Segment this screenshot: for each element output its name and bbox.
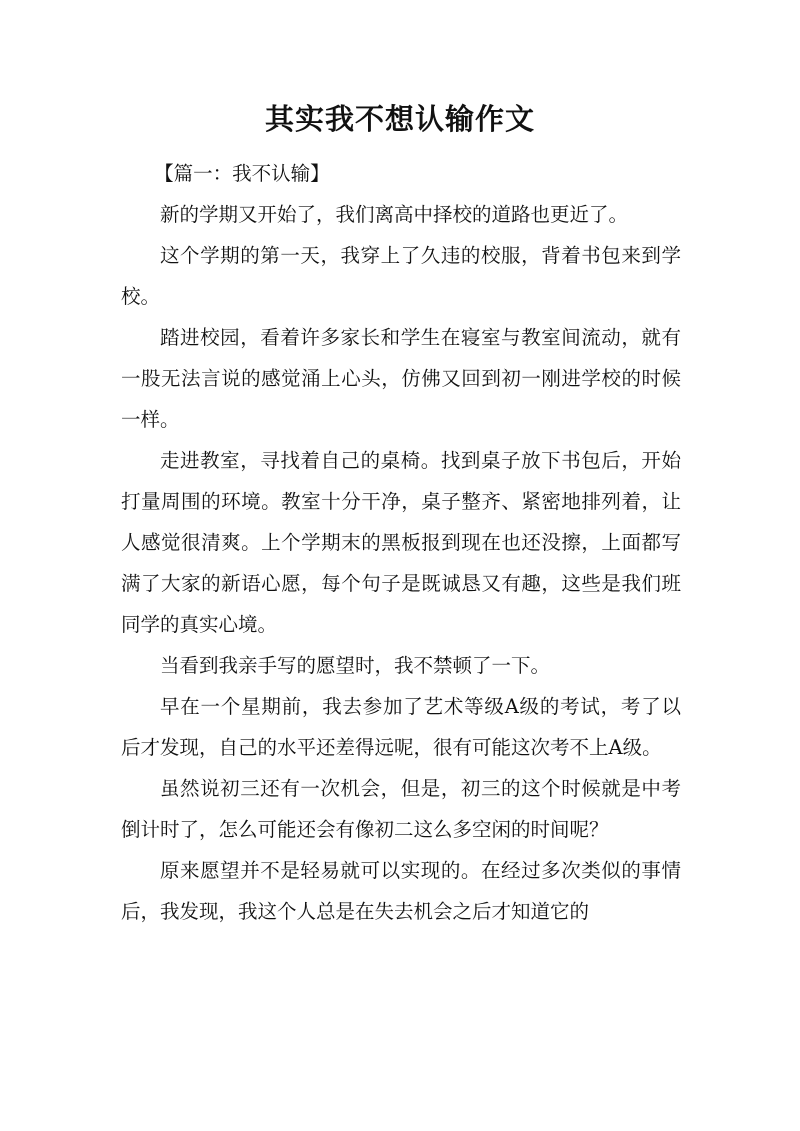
- paragraph: 早在一个星期前，我去参加了艺术等级A级的考试，考了以后才发现，自己的水平还差得远呢，很有可能这次考不上A级。: [121, 695, 681, 759]
- document-title: 其实我不想认输作文: [264, 102, 535, 136]
- section-heading: 【篇一：我不认输】: [154, 162, 330, 185]
- paragraph: 虽然说初三还有一次机会，但是，初三的这个时候就是中考倒计时了，怎么可能还会有像初二这么多空闲的时间呢？: [121, 777, 681, 841]
- paragraph: 原来愿望并不是轻易就可以实现的。在经过多次类似的事情后，我发现，我这个人总是在失去机会之后才知道它的: [121, 859, 681, 923]
- paragraph: 新的学期又开始了，我们离高中择校的道路也更近了。: [160, 203, 629, 226]
- paragraph: 这个学期的第一天，我穿上了久违的校服，背着书包来到学校。: [121, 244, 681, 308]
- paragraph: 当看到我亲手写的愿望时，我不禁顿了一下。: [160, 654, 551, 677]
- document-body: [121, 153, 681, 932]
- paragraph: 走进教室，寻找着自己的桌椅。找到桌子放下书包后，开始打量周围的环境。教室十分干净，桌子整齐、紧密地排列着，让人感觉很清爽。上个学期末的黑板报到现在也还没擦，上面都写满了大家的新语心愿，每个句子是既诚恳又有趣，这些是我们班同学的真实心境。: [121, 449, 681, 636]
- paragraph: 踏进校园，看着许多家长和学生在寝室与教室间流动，就有一股无法言说的感觉涌上心头，仿佛又回到初一刚进学校的时候一样。: [121, 326, 681, 431]
